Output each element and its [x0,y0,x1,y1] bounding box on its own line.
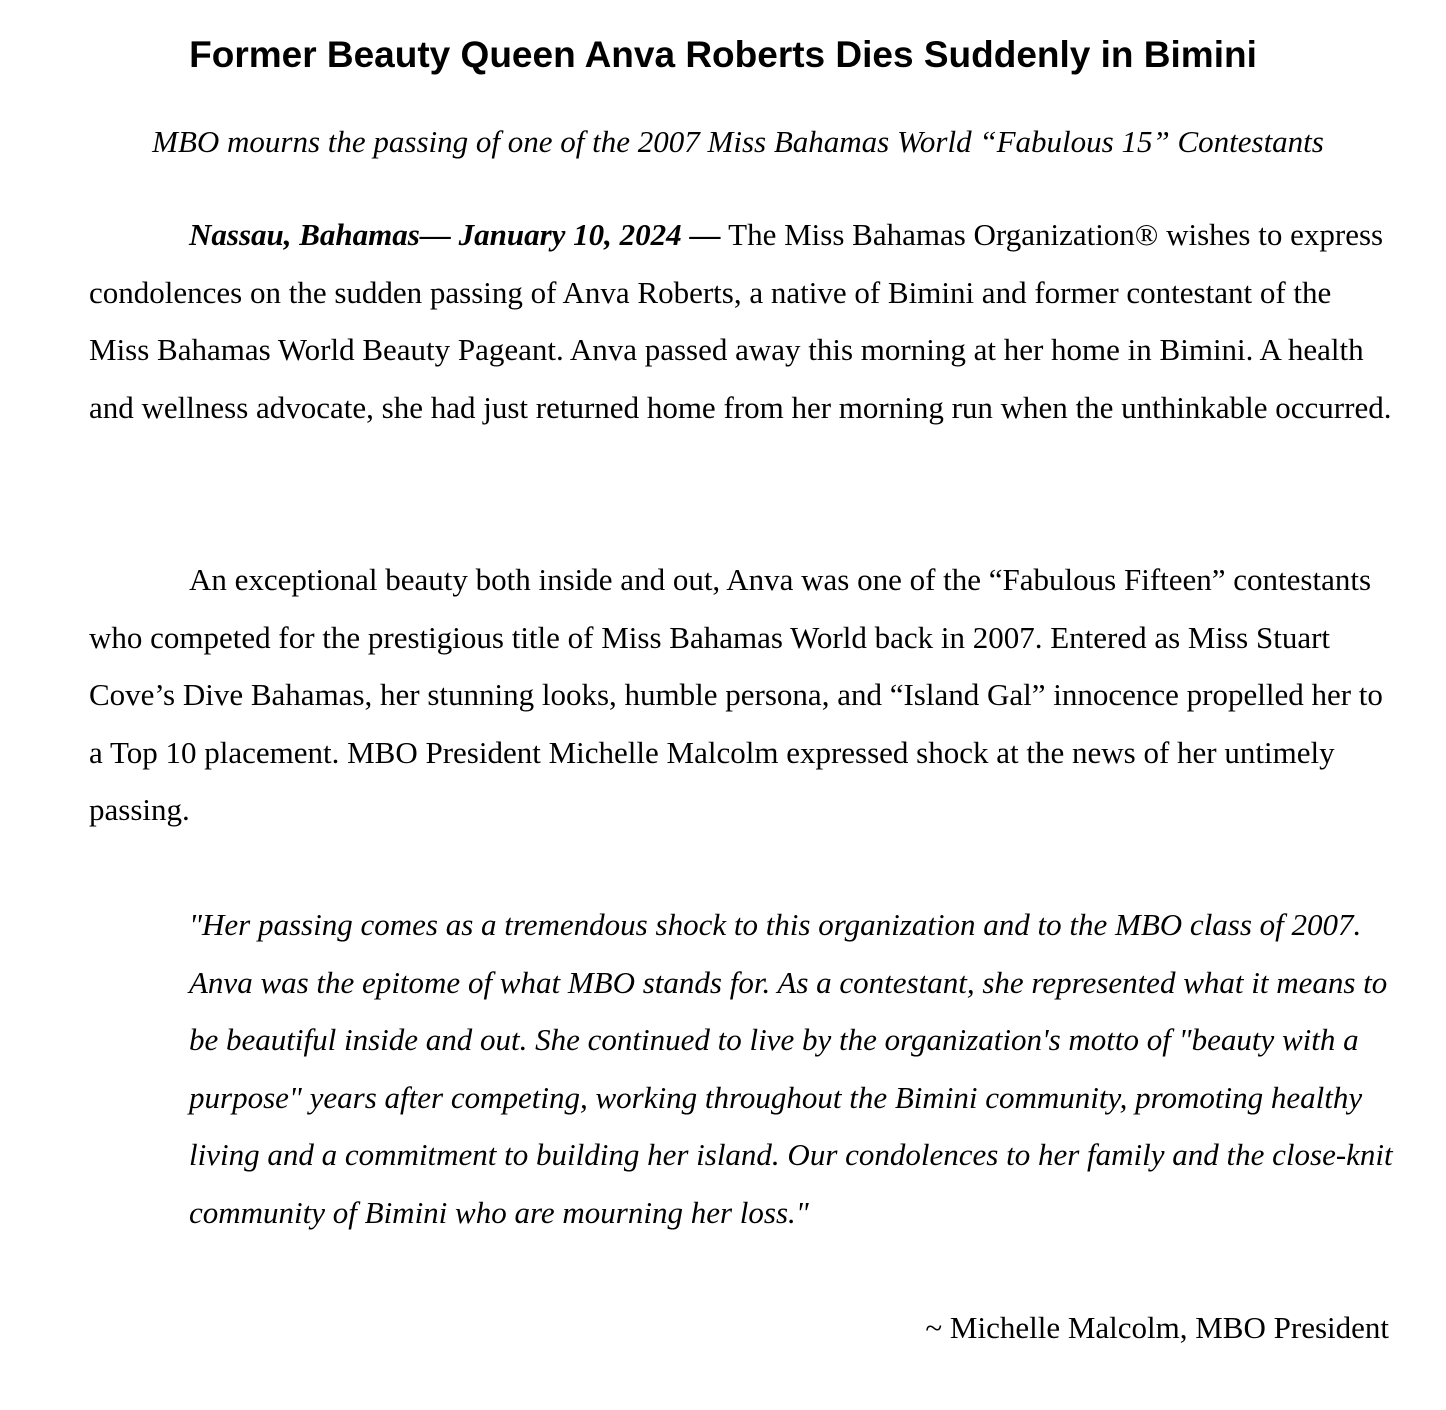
headline: Former Beauty Queen Anva Roberts Dies Suddenly in Bimini [189,34,1257,75]
paragraph-1 [89,206,1399,436]
dateline-separator: — [681,217,729,252]
paragraph-2: An exceptional beauty both inside and out, Anva was one of the “Fabulous Fifteen” contestants who competed for the prestigious title of Miss Bahamas World back in 2007. Entered as Miss Stuart Cove’s Dive Bahamas, her stunning looks, humble persona, and “Island Gal” innocence propelled her to a Top 10 placement. MBO President Michelle Malcolm expressed shock at the news of her untimely passing. [89,562,1383,827]
dateline: Nassau, Bahamas— January 10, 2024 [189,217,682,252]
quote-attribution: ~ Michelle Malcolm, MBO President [925,1310,1389,1345]
subheadline: MBO mourns the passing of one of the 2007 Miss Bahamas World “Fabulous 15” Contestants [152,124,1324,159]
paragraph-1-body: The Miss Bahamas Organization® wishes to express condolences on the sudden passing of Anva Roberts, a native of Bimini and former contestant of the Miss Bahamas World Beauty Pageant. Anva passed away this morning at her home in Bimini. A health and wellness advocate, she had just returned home from her morning run when the unthinkable occurred. [89,217,1392,425]
president-quote: "Her passing comes as a tremendous shock to this organization and to the MBO class of 2007. Anva was the epitome of what MBO stands for. As a contestant, she represented what it means to be beautiful inside and out. She continued to live by the organization's motto of "beauty with a purpose" years after competing, working throughout the Bimini community, promoting healthy living and a commitment to building her island. Our condolences to her family and the close-knit community of Bimini who are mourning her loss." [189,907,1393,1230]
